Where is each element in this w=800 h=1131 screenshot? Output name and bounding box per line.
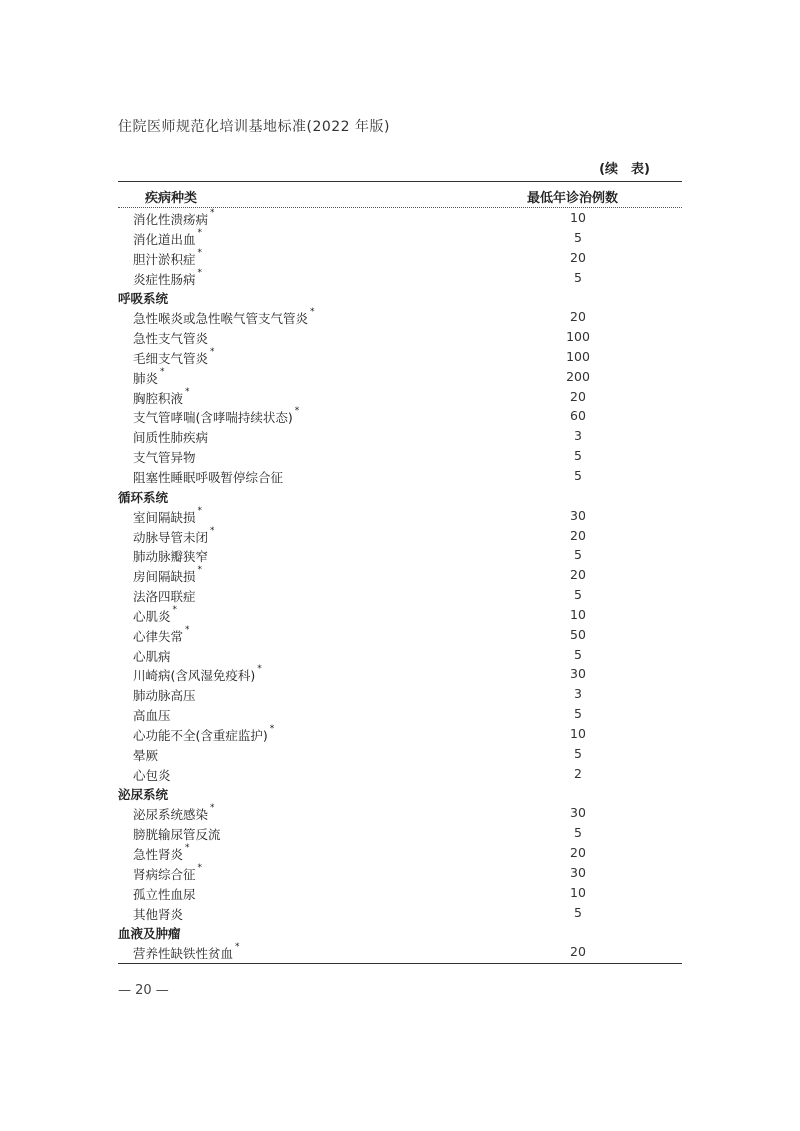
- asterisk-mark: *: [210, 208, 215, 218]
- asterisk-mark: *: [310, 307, 315, 318]
- table-row: [118, 446, 682, 466]
- disease-name: [133, 227, 203, 248]
- min-case-count: 10: [570, 210, 586, 225]
- asterisk-mark: *: [197, 565, 203, 576]
- asterisk-mark: *: [269, 723, 275, 734]
- category-label: [118, 488, 168, 506]
- table-row: [118, 704, 682, 724]
- min-case-count: 5: [574, 745, 582, 761]
- disease-name: [133, 505, 203, 526]
- disease-name: [133, 567, 202, 585]
- table-row: [118, 625, 682, 645]
- disease-name-text: 营养性缺铁性贫血: [133, 946, 234, 962]
- table-row: [118, 903, 682, 923]
- asterisk-mark: *: [172, 604, 178, 615]
- disease-name: [133, 746, 158, 764]
- disease-name: [133, 885, 196, 903]
- disease-name: [133, 408, 299, 426]
- min-case-count: 5: [574, 825, 582, 841]
- min-case-count: 5: [574, 646, 582, 662]
- table-row: [118, 268, 682, 288]
- table-row: [118, 208, 682, 228]
- disease-name-text: 急性喉炎或急性喉气管支气管炎: [133, 311, 309, 327]
- table-row: [118, 565, 682, 585]
- disease-name: [133, 706, 171, 724]
- disease-name-text: 心律失常: [133, 628, 184, 644]
- table-row: [118, 764, 682, 784]
- table-row: [118, 645, 682, 665]
- min-case-count: 5: [574, 467, 582, 483]
- min-case-count: 60: [570, 408, 586, 424]
- disease-name: [133, 805, 215, 823]
- category-label: [118, 785, 168, 803]
- disease-name-text: 呼吸系统: [118, 291, 169, 307]
- disease-name: [133, 825, 221, 843]
- min-case-count: 50: [570, 626, 586, 642]
- min-case-count: 100: [566, 348, 590, 364]
- asterisk-mark: *: [185, 386, 190, 397]
- category-row: [118, 486, 682, 506]
- page-number: — 20 —: [118, 983, 169, 998]
- table-row: [118, 585, 682, 605]
- table-row: [118, 843, 682, 863]
- table-row: [118, 248, 682, 268]
- disease-name: [133, 604, 178, 625]
- min-case-count: 10: [570, 606, 586, 622]
- disease-name-text: 膀胱输尿管反流: [133, 827, 221, 843]
- disease-name-text: 房间隔缺损: [133, 569, 196, 585]
- category-label: [118, 289, 168, 307]
- table-row: [118, 863, 682, 883]
- min-case-count: 10: [570, 884, 586, 900]
- disease-name-text: 心肌病: [133, 648, 171, 664]
- asterisk-mark: *: [210, 525, 215, 536]
- disease-name-text: 肺动脉瓣狭窄: [133, 549, 209, 565]
- min-case-count: 10: [570, 725, 586, 741]
- table-row: [118, 347, 682, 367]
- disease-name: [133, 723, 275, 744]
- disease-name-text: 室间隔缺损: [133, 509, 196, 525]
- min-case-count: 30: [570, 507, 586, 523]
- table-row: [118, 406, 682, 426]
- disease-name-text: 泌尿系统: [118, 787, 169, 803]
- asterisk-mark: *: [197, 247, 203, 258]
- disease-name: [133, 366, 165, 387]
- disease-name-text: 急性肾炎: [133, 847, 184, 862]
- disease-name-text: 心肌炎: [133, 608, 171, 624]
- disease-name: [133, 525, 215, 546]
- disease-name-text: 支气管异物: [133, 450, 196, 466]
- disease-name: [133, 329, 208, 347]
- min-case-count: 30: [570, 805, 586, 821]
- asterisk-mark: *: [197, 862, 203, 873]
- asterisk-mark: *: [185, 624, 190, 635]
- table-row: [118, 526, 682, 546]
- table-row: [118, 605, 682, 625]
- disease-name-text: 阻塞性睡眠呼吸暂停综合征: [133, 469, 284, 485]
- asterisk-mark: *: [160, 366, 165, 377]
- disease-name-text: 毛细支气管炎: [133, 350, 209, 366]
- disease-name: [133, 686, 196, 704]
- min-case-count: 20: [570, 845, 586, 860]
- min-case-count: 200: [566, 368, 590, 384]
- asterisk-mark: *: [197, 227, 203, 238]
- table-row: [118, 228, 682, 248]
- min-case-count: 5: [574, 904, 582, 920]
- table-row: [118, 367, 682, 387]
- disease-name-text: 肾病综合征: [133, 866, 196, 882]
- table-row: [118, 307, 682, 327]
- disease-name-text: 动脉导管未闭: [133, 529, 209, 545]
- disease-name-text: 高血压: [133, 708, 171, 724]
- table-row: [118, 823, 682, 843]
- table-row: [118, 744, 682, 764]
- table-row: [118, 664, 682, 684]
- min-case-count: 20: [570, 249, 586, 265]
- disease-name-text: 消化性溃疡病: [133, 212, 209, 227]
- disease-name: [133, 862, 203, 883]
- disease-name-text: 胆汁淤积症: [133, 251, 196, 267]
- disease-name: [133, 346, 215, 367]
- disease-table-body: [118, 208, 682, 962]
- table-row: [118, 545, 682, 565]
- disease-name-text: 胸腔积液: [133, 390, 184, 406]
- disease-name: [133, 647, 171, 665]
- category-label: [118, 924, 181, 942]
- min-case-count: 5: [574, 448, 582, 464]
- table-bottom-rule: [118, 963, 682, 964]
- min-case-count: 30: [570, 864, 586, 880]
- disease-name: [133, 386, 190, 407]
- table-row: [118, 506, 682, 526]
- table-row: [118, 387, 682, 407]
- table-row: [118, 724, 682, 744]
- disease-name-text: 泌尿系统感染: [133, 807, 209, 823]
- category-row: [118, 922, 682, 942]
- disease-name: [133, 210, 215, 228]
- disease-name-text: 肺炎: [133, 370, 159, 386]
- min-case-count: 20: [570, 567, 586, 583]
- disease-name: [133, 468, 283, 486]
- table-row: [118, 883, 682, 903]
- disease-name-text: 其他肾炎: [133, 906, 184, 922]
- disease-name: [133, 247, 203, 268]
- min-case-count: 30: [570, 666, 586, 682]
- disease-name: [133, 587, 196, 605]
- asterisk-mark: *: [197, 505, 203, 516]
- min-case-count: 5: [574, 547, 582, 563]
- category-row: [118, 783, 682, 803]
- min-case-count: 5: [574, 269, 582, 285]
- min-case-count: 20: [570, 309, 586, 325]
- disease-name: [133, 766, 171, 784]
- disease-name-text: 法洛四联症: [133, 589, 196, 605]
- disease-name: [133, 624, 190, 645]
- table-row: [118, 426, 682, 446]
- disease-name-text: 晕厥: [133, 747, 159, 763]
- asterisk-mark: *: [210, 346, 215, 357]
- asterisk-mark: *: [294, 406, 300, 417]
- disease-name: [133, 905, 183, 923]
- disease-name-text: 支气管哮喘(含哮喘持续状态): [133, 410, 293, 426]
- running-header-title: 住院医师规范化培训基地标准(2022 年版): [118, 119, 391, 135]
- asterisk-mark: *: [235, 942, 240, 953]
- disease-name-text: 血液及肿瘤: [118, 926, 181, 942]
- table-row: [118, 684, 682, 704]
- disease-name-text: 心包炎: [133, 767, 171, 783]
- disease-name: [133, 666, 262, 684]
- table-row: [118, 942, 682, 962]
- min-case-count: 5: [574, 229, 582, 245]
- min-case-count: 5: [574, 587, 582, 603]
- disease-name: [133, 845, 190, 863]
- min-case-count: 5: [574, 706, 582, 722]
- disease-name: [133, 547, 208, 565]
- min-case-count: 2: [574, 765, 582, 781]
- disease-name: [133, 309, 315, 327]
- disease-name-text: 川崎病(含风湿免疫科): [133, 668, 256, 684]
- min-case-count: 20: [570, 527, 586, 543]
- min-case-count: 100: [566, 329, 590, 345]
- category-row: [118, 287, 682, 307]
- disease-name-text: 循环系统: [118, 489, 169, 505]
- disease-name: [133, 267, 203, 288]
- column-header-disease: 疾病种类: [145, 191, 198, 206]
- asterisk-mark: *: [210, 803, 215, 814]
- disease-name-text: 肺动脉高压: [133, 688, 196, 704]
- disease-name: [133, 428, 208, 446]
- asterisk-mark: *: [185, 843, 190, 853]
- min-case-count: 3: [574, 428, 582, 444]
- min-case-count: 20: [570, 388, 586, 404]
- asterisk-mark: *: [197, 267, 203, 278]
- disease-name-text: 消化道出血: [133, 231, 196, 247]
- asterisk-mark: *: [257, 664, 262, 675]
- min-case-count: 3: [574, 686, 582, 702]
- disease-name: [133, 944, 240, 962]
- disease-name-text: 炎症性肠病: [133, 271, 196, 287]
- disease-name-text: 心功能不全(含重症监护): [133, 727, 268, 743]
- continuation-label: (续 表): [599, 162, 650, 177]
- table-row: [118, 327, 682, 347]
- disease-name-text: 孤立性血尿: [133, 886, 196, 902]
- disease-name-text: 间质性肺疾病: [133, 430, 209, 446]
- disease-name: [133, 448, 196, 466]
- table-row: [118, 466, 682, 486]
- min-case-count: 20: [570, 944, 586, 960]
- table-top-rule: [118, 181, 682, 182]
- column-header-min-cases: 最低年诊治例数: [527, 191, 619, 206]
- table-row: [118, 803, 682, 823]
- disease-name-text: 急性支气管炎: [133, 331, 209, 347]
